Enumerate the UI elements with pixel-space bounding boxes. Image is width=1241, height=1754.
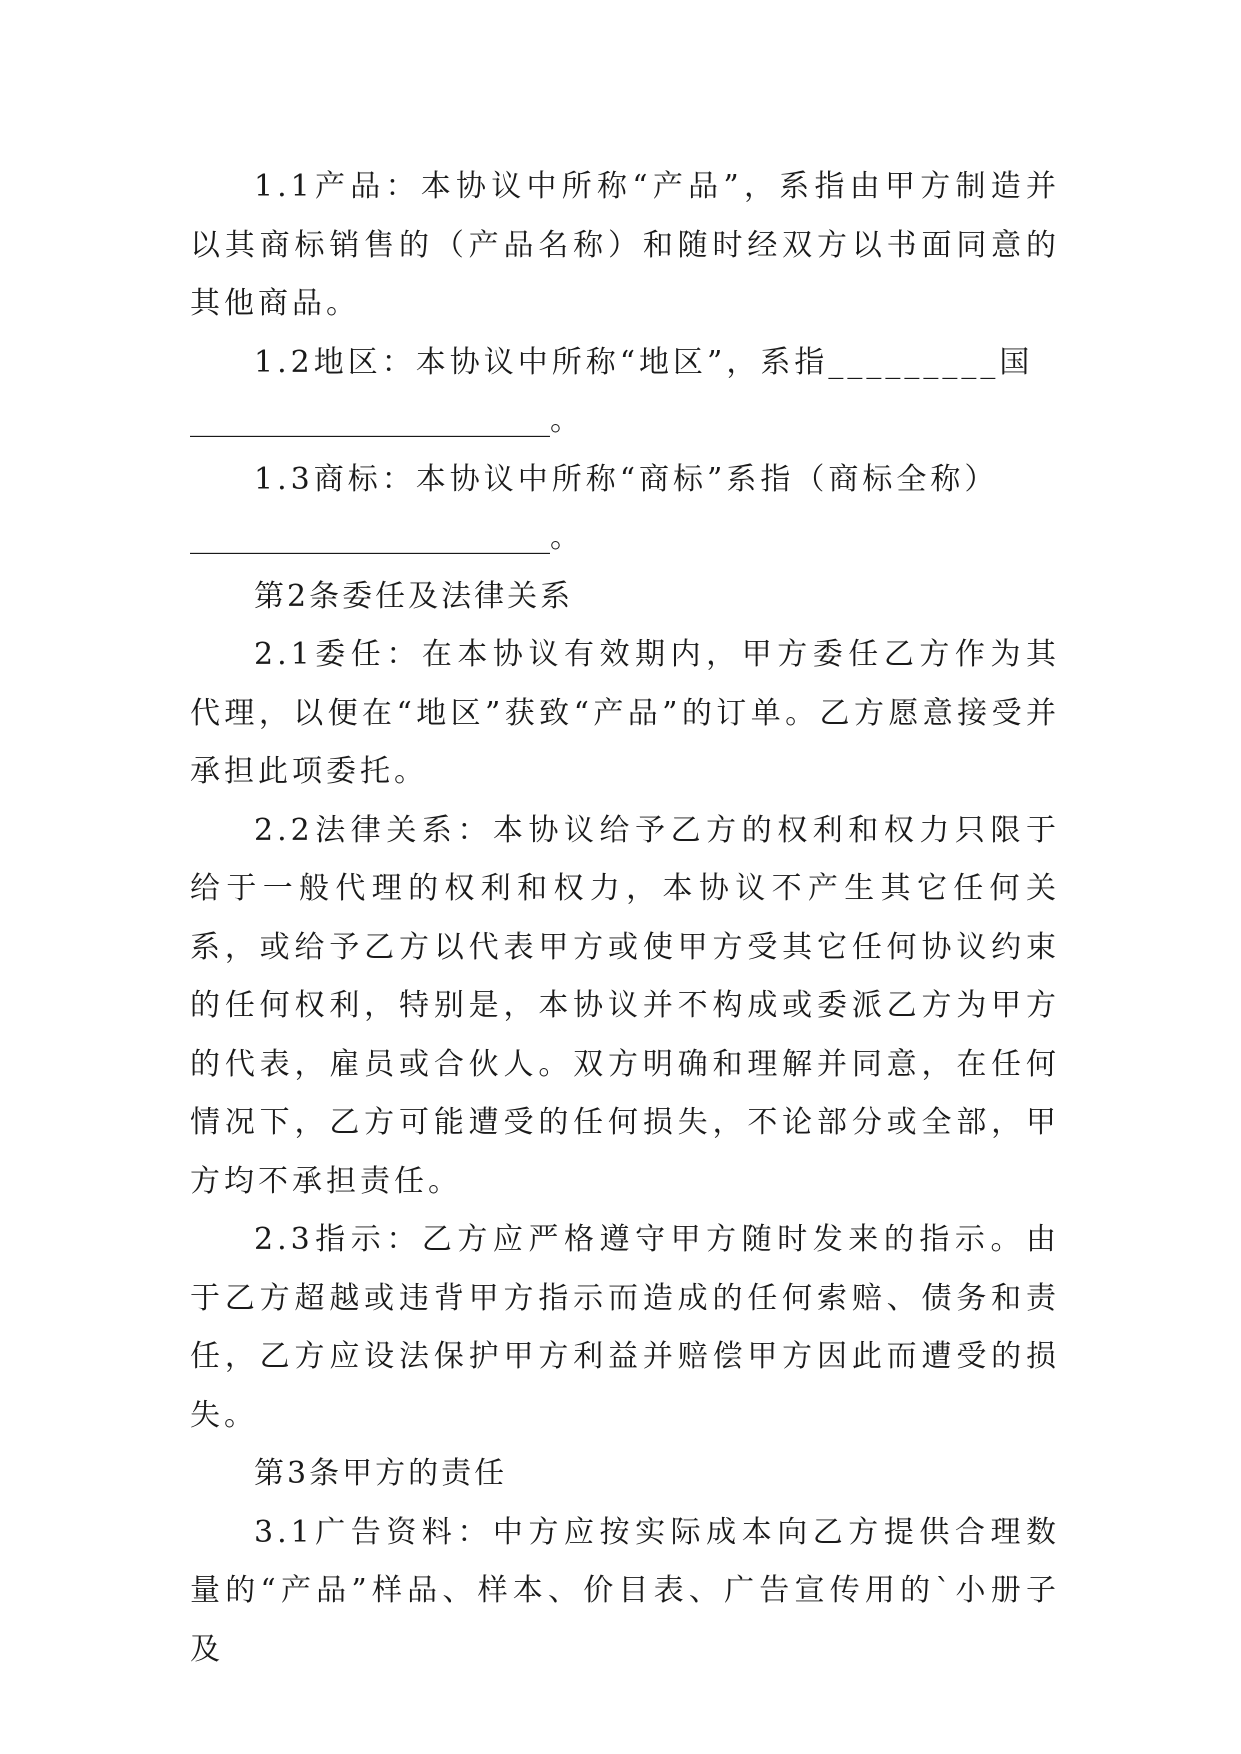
clause-1-2-blank-line: ________________________。 xyxy=(190,403,580,438)
article-3-heading: 第3条甲方的责任 xyxy=(254,1456,508,1491)
clause-3-1-advertising-materials: 3.1广告资料：中方应按实际成本向乙方提供合理数量的“产品”样品、样本、价目表、广告宣传用的`小册子及 xyxy=(190,1514,1060,1667)
clause-1-3-blank-line: ________________________。 xyxy=(190,520,580,555)
clause-2-2-legal-relationship: 2.2法律关系：本协议给予乙方的权利和权力只限于给于一般代理的权利和权力，本协议不产生其它任何关系，或给予乙方以代表甲方或使甲方受其它任何协议约束的任何权利，特别是，本协议并不构成或委派乙方为甲方的代表，雇员或合伙人。双方明确和理解并同意，在任何情况下，乙方可能遭受的任何损失，不论部分或全部，甲方均不承担责任。 xyxy=(190,812,1060,1199)
document-body xyxy=(190,158,1060,1679)
clause-1-1-product: 1.1产品：本协议中所称“产品”，系指由甲方制造并以其商标销售的（产品名称）和随时经双方以书面同意的其他商品。 xyxy=(190,169,1060,321)
clause-1-3-trademark: 1.3商标：本协议中所称“商标”系指（商标全称） xyxy=(254,461,999,497)
clause-2-1-appointment: 2.1委任：在本协议有效期内，甲方委任乙方作为其代理，以便在“地区”获致“产品”的订单。乙方愿意接受并承担此项委托。 xyxy=(190,637,1060,789)
clause-1-2-region: 1.2地区：本协议中所称“地区”，系指_________国 xyxy=(254,344,1034,380)
clause-2-3-instructions: 2.3指示：乙方应严格遵守甲方随时发来的指示。由于乙方超越或违背甲方指示而造成的任何索赔、债务和责任，乙方应设法保护甲方利益并赔偿甲方因此而遭受的损失。 xyxy=(190,1222,1060,1433)
article-2-heading: 第2条委任及法律关系 xyxy=(254,578,574,614)
